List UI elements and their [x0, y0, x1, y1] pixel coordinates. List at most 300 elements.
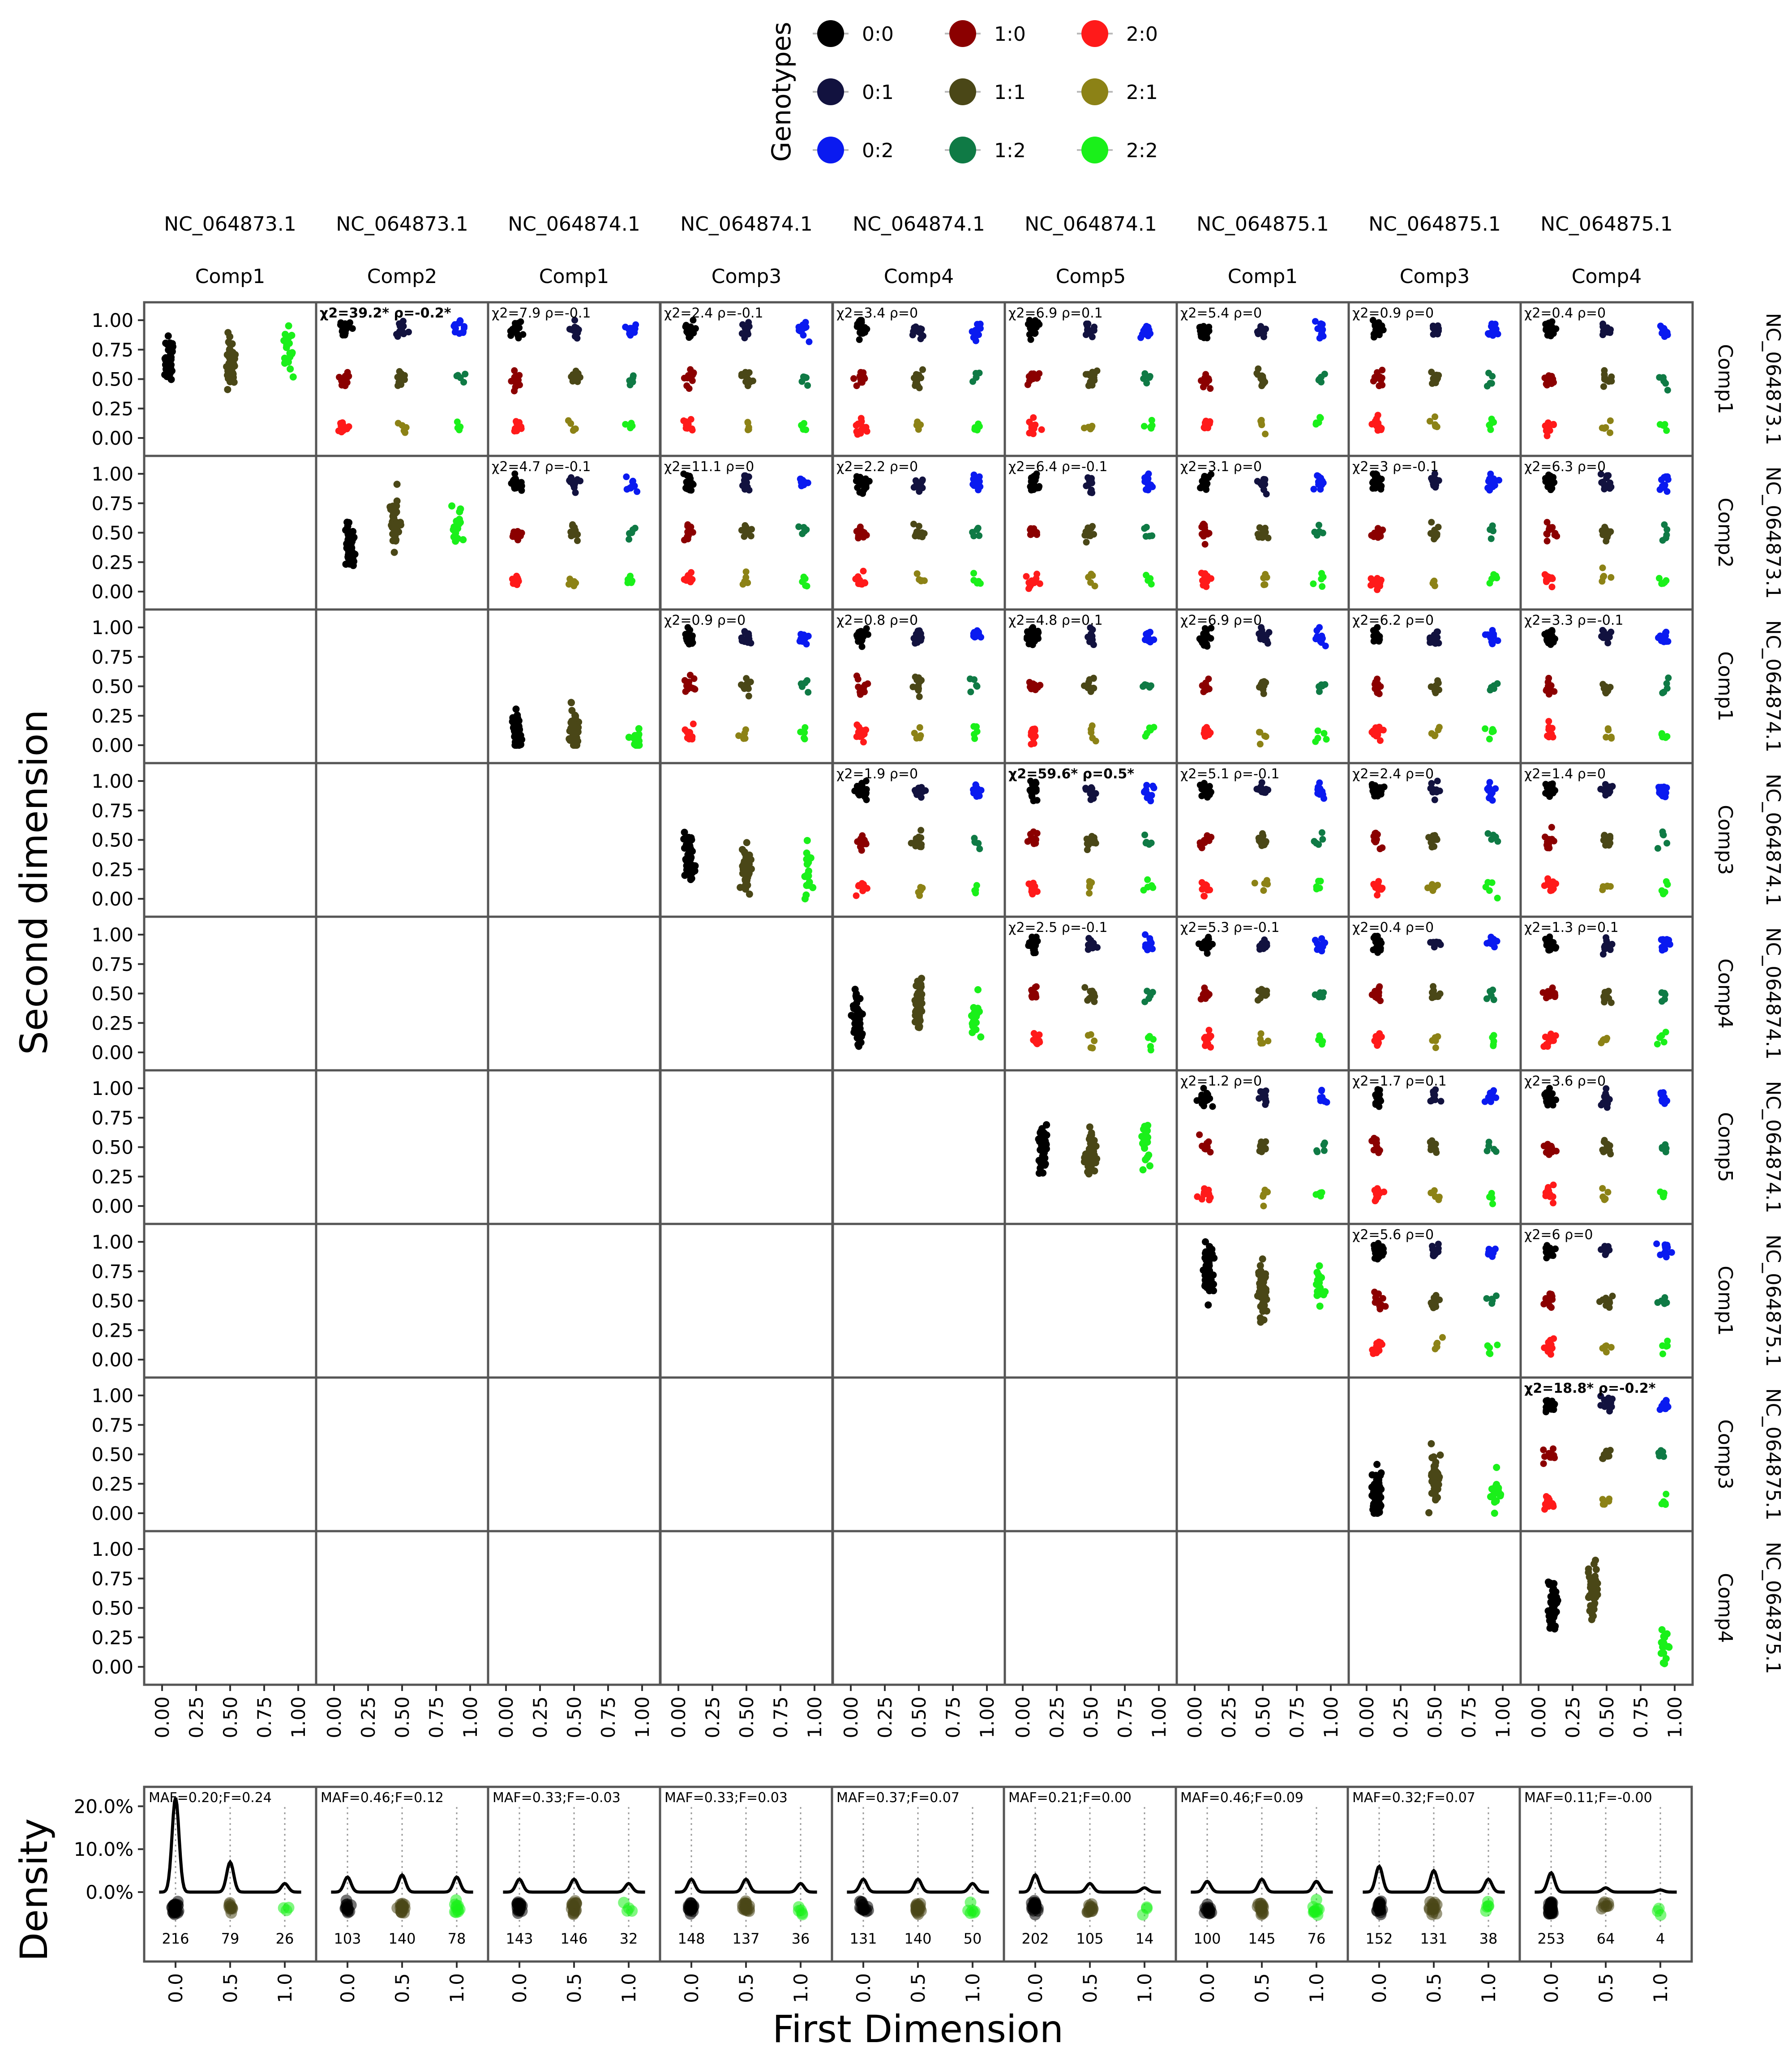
- scatter-point: [1664, 387, 1671, 394]
- scatter-point: [1257, 1142, 1264, 1148]
- scatter-point: [1083, 371, 1089, 378]
- legend-swatch-0-1: [817, 78, 844, 105]
- x-tick-label: 0.00: [668, 1696, 690, 1738]
- scatter-point: [567, 478, 574, 485]
- scatter-point: [1427, 1098, 1434, 1104]
- scatter-point: [1491, 1038, 1497, 1045]
- y-tick-label: 0.50: [91, 983, 133, 1005]
- scatter-point: [1258, 421, 1265, 428]
- scatter-point: [1435, 327, 1442, 334]
- scatter-point: [1201, 984, 1208, 991]
- stat-label: χ2=0.9 ρ=0: [664, 613, 746, 628]
- scatter-point: [1259, 372, 1265, 379]
- scatter-point: [1551, 1402, 1557, 1409]
- scatter-point: [1317, 944, 1324, 950]
- scatter-point: [1545, 675, 1552, 682]
- stat-label: χ2=3.1 ρ=0: [1180, 459, 1262, 475]
- scatter-point: [914, 1016, 922, 1023]
- column-chrom-label: NC_064874.1: [508, 213, 640, 236]
- scatter-point: [855, 882, 862, 889]
- scatter-point: [1437, 1098, 1444, 1105]
- scatter-point: [448, 502, 455, 510]
- scatter-point: [627, 332, 634, 339]
- legend-title: Genotypes: [766, 21, 797, 162]
- scatter-point: [863, 841, 870, 847]
- scatter-point: [387, 506, 394, 513]
- scatter-point: [1086, 882, 1093, 889]
- scatter-point: [1486, 794, 1492, 801]
- scatter-point: [1602, 1251, 1609, 1258]
- scatter-point: [856, 489, 863, 496]
- scatter-point: [1205, 1301, 1212, 1309]
- stat-label: χ2=1.4 ρ=0: [1524, 766, 1606, 782]
- scatter-point: [1486, 422, 1492, 429]
- scatter-point: [1488, 480, 1495, 486]
- scatter-point: [1261, 532, 1268, 539]
- scatter-point: [859, 832, 866, 839]
- scatter-point: [1432, 531, 1438, 538]
- y-tick-label: 1.00: [91, 1385, 133, 1407]
- scatter-point: [1084, 846, 1091, 853]
- scatter-point: [1321, 371, 1328, 378]
- scatter-point: [1606, 1397, 1612, 1404]
- scatter-point: [1200, 893, 1207, 899]
- panel-frame: [660, 1070, 832, 1224]
- stat-label: χ2=3.6 ρ=0: [1524, 1073, 1606, 1089]
- legend-label: 0:1: [862, 81, 894, 104]
- scatter-point: [623, 473, 630, 480]
- scatter-point: [1552, 1593, 1559, 1600]
- scatter-point: [1541, 1506, 1548, 1513]
- scatter-point: [860, 568, 866, 575]
- scatter-point: [1040, 1147, 1047, 1154]
- scatter-point: [1431, 788, 1437, 795]
- scatter-point: [802, 892, 810, 899]
- scatter-point: [1209, 1103, 1216, 1110]
- scatter-point: [1377, 997, 1384, 1004]
- scatter-point: [683, 423, 690, 429]
- panel-frame: [144, 1070, 316, 1224]
- scatter-point: [1374, 1095, 1380, 1102]
- scatter-point: [1316, 1287, 1324, 1294]
- scatter-point: [1148, 945, 1154, 952]
- legend-label: 2:2: [1126, 139, 1158, 162]
- legend-swatch-0-0: [817, 20, 844, 47]
- scatter-point: [1035, 629, 1042, 636]
- panel-frame: [144, 1531, 316, 1685]
- scatter-point: [973, 682, 980, 689]
- scatter-point: [1494, 895, 1501, 901]
- scatter-point: [1485, 1094, 1492, 1101]
- stat-label: χ2=6.9 ρ=0.1: [1008, 305, 1103, 321]
- scatter-point: [1146, 793, 1153, 799]
- scatter-point: [1430, 1468, 1437, 1475]
- panel-frame: [488, 1070, 660, 1224]
- scatter-point: [1260, 1193, 1266, 1200]
- scatter-point: [976, 324, 982, 331]
- scatter-point: [514, 380, 521, 387]
- scatter-point: [1432, 797, 1438, 803]
- stat-label: χ2=11.1 ρ=0: [664, 459, 755, 475]
- scatter-point: [1038, 426, 1045, 433]
- scatter-point: [1200, 1092, 1207, 1099]
- stat-label: χ2=4.8 ρ=0.1: [1008, 613, 1103, 628]
- scatter-point: [1370, 1350, 1376, 1357]
- scatter-point: [922, 787, 929, 794]
- scatter-point: [914, 570, 921, 577]
- scatter-point: [1319, 829, 1325, 836]
- scatter-point: [685, 679, 691, 686]
- scatter-point: [1084, 840, 1091, 847]
- scatter-point: [1599, 1185, 1606, 1192]
- scatter-point: [1377, 425, 1384, 431]
- row-chrom-label: NC_064874.1: [1762, 927, 1784, 1060]
- scatter-point: [1206, 1197, 1213, 1203]
- scatter-point: [1375, 1150, 1382, 1156]
- panel-frame: [316, 456, 488, 610]
- stat-label: χ2=5.3 ρ=-0.1: [1180, 920, 1280, 936]
- scatter-point: [1321, 1147, 1328, 1154]
- scatter-point: [975, 525, 982, 532]
- scatter-point: [972, 887, 979, 893]
- scatter-point: [1376, 1248, 1382, 1254]
- scatter-point: [1490, 528, 1496, 534]
- scatter-point: [1551, 1625, 1558, 1632]
- scatter-point: [1605, 841, 1612, 848]
- scatter-point: [390, 537, 397, 544]
- x-tick-label: 0.25: [702, 1696, 724, 1738]
- scatter-point: [1607, 883, 1614, 890]
- scatter-point: [1549, 481, 1556, 487]
- y-tick-label: 0.75: [91, 492, 133, 515]
- scatter-point: [1256, 729, 1263, 736]
- scatter-point: [1552, 1096, 1559, 1103]
- scatter-point: [745, 420, 751, 426]
- row-comp-label: Comp1: [1714, 344, 1736, 414]
- scatter-point: [1084, 997, 1091, 1004]
- scatter-point: [1661, 521, 1668, 528]
- column-comp-label: Comp3: [1399, 265, 1470, 288]
- scatter-point: [1549, 786, 1556, 793]
- column-comp-label: Comp1: [539, 265, 609, 288]
- scatter-point: [572, 713, 579, 720]
- scatter-point: [1196, 1131, 1203, 1138]
- scatter-point: [397, 374, 403, 381]
- scatter-point: [1486, 736, 1493, 743]
- scatter-point: [394, 333, 401, 340]
- scatter-point: [571, 742, 579, 749]
- row-chrom-label: NC_064873.1: [1762, 313, 1784, 446]
- scatter-point: [1140, 1142, 1148, 1149]
- scatter-point: [853, 422, 860, 429]
- y-tick-label: 1.00: [91, 617, 133, 639]
- scatter-point: [1664, 1343, 1671, 1349]
- scatter-point: [510, 579, 517, 585]
- scatter-point: [1661, 332, 1668, 339]
- scatter-point: [1430, 1250, 1437, 1257]
- scatter-point: [1091, 324, 1097, 331]
- scatter-point: [1424, 884, 1431, 891]
- scatter-point: [1663, 840, 1670, 846]
- scatter-point: [1491, 1146, 1497, 1153]
- scatter-point: [1318, 639, 1325, 646]
- scatter-point: [684, 729, 690, 735]
- scatter-point: [1139, 331, 1146, 338]
- scatter-point: [689, 378, 696, 384]
- scatter-point: [855, 1017, 862, 1024]
- scatter-point: [626, 530, 633, 537]
- scatter-point: [1549, 628, 1556, 635]
- scatter-point: [1428, 844, 1435, 850]
- scatter-point: [282, 331, 289, 338]
- scatter-point: [853, 1034, 861, 1042]
- scatter-point: [859, 379, 866, 386]
- scatter-point: [455, 320, 462, 326]
- scatter-point: [1602, 1090, 1609, 1097]
- y-tick-label: 0.75: [91, 1567, 133, 1590]
- column-chrom-label: NC_064875.1: [1540, 213, 1673, 236]
- scatter-point: [1601, 1403, 1608, 1410]
- scatter-point: [1545, 1343, 1552, 1350]
- scatter-point: [1030, 529, 1037, 536]
- scatter-point: [692, 325, 699, 332]
- scatter-point: [1260, 1203, 1267, 1210]
- scatter-point: [1659, 734, 1666, 740]
- scatter-point: [1663, 1397, 1670, 1404]
- scatter-point: [1089, 1152, 1096, 1159]
- scatter-point: [1592, 1557, 1599, 1564]
- scatter-point: [686, 528, 693, 534]
- scatter-point: [1375, 1194, 1381, 1201]
- scatter-point: [744, 329, 751, 335]
- scatter-point: [970, 723, 977, 730]
- scatter-point: [1318, 575, 1325, 582]
- scatter-point: [1034, 938, 1041, 944]
- row-chrom-label: NC_064874.1: [1762, 773, 1784, 906]
- scatter-point: [1436, 1193, 1443, 1200]
- scatter-point: [1028, 987, 1035, 993]
- scatter-point: [1435, 1240, 1442, 1247]
- y-tick-label: 0.00: [91, 888, 133, 910]
- scatter-point: [1605, 1498, 1612, 1505]
- scatter-point: [1141, 999, 1148, 1005]
- y-tick-label: 0.25: [91, 705, 133, 727]
- y-tick-label: 0.50: [91, 368, 133, 391]
- panel-frame: [144, 456, 316, 610]
- scatter-point: [746, 693, 752, 700]
- scatter-point: [1425, 834, 1432, 841]
- scatter-point: [974, 427, 981, 434]
- scatter-point: [1263, 838, 1269, 845]
- stat-label: χ2=6.2 ρ=0: [1352, 613, 1434, 628]
- scatter-point: [1318, 1087, 1325, 1094]
- row-chrom-label: NC_064875.1: [1762, 1541, 1784, 1674]
- scatter-point: [394, 481, 401, 488]
- scatter-point: [1661, 1039, 1668, 1045]
- scatter-point: [567, 420, 574, 427]
- scatter-point: [1488, 1300, 1495, 1307]
- scatter-point: [1600, 1099, 1607, 1106]
- scatter-point: [795, 524, 802, 530]
- scatter-point: [290, 373, 297, 381]
- y-tick-label: 0.25: [91, 551, 133, 574]
- x-tick-label: 0.50: [1080, 1696, 1102, 1738]
- scatter-point: [805, 689, 811, 695]
- scatter-point: [1434, 677, 1441, 684]
- scatter-point: [1197, 324, 1204, 331]
- scatter-point: [683, 862, 690, 869]
- scatter-point: [1655, 1299, 1661, 1306]
- y-tick-label: 1.00: [91, 463, 133, 485]
- scatter-point: [688, 487, 695, 494]
- scatter-point: [971, 676, 977, 683]
- scatter-point: [1206, 327, 1213, 334]
- scatter-point: [1093, 738, 1099, 744]
- scatter-point: [164, 364, 171, 371]
- scatter-point: [1377, 533, 1384, 540]
- scatter-point: [1032, 949, 1039, 956]
- scatter-point: [456, 508, 463, 515]
- column-chrom-label: NC_064874.1: [680, 213, 813, 236]
- scatter-point: [1205, 936, 1211, 942]
- scatter-point: [1430, 1088, 1436, 1095]
- scatter-point: [1378, 322, 1385, 329]
- scatter-point: [1601, 635, 1608, 641]
- scatter-point: [630, 478, 636, 485]
- scatter-point: [687, 579, 694, 585]
- scatter-point: [689, 867, 696, 875]
- scatter-point: [1260, 380, 1267, 387]
- scatter-point: [1030, 414, 1037, 421]
- scatter-point: [855, 580, 862, 587]
- row-chrom-label: NC_064875.1: [1762, 1388, 1784, 1521]
- scatter-point: [967, 689, 974, 695]
- scatter-point: [1659, 887, 1665, 894]
- scatter-point: [1654, 1041, 1661, 1047]
- x-tick-label: 0.75: [1286, 1696, 1308, 1738]
- scatter-point: [1201, 992, 1208, 998]
- stat-label: χ2=0.8 ρ=0: [836, 613, 918, 628]
- scatter-point: [1088, 631, 1094, 637]
- scatter-point: [1662, 1643, 1669, 1650]
- scatter-point: [1486, 1139, 1492, 1146]
- scatter-point: [1493, 1481, 1500, 1488]
- scatter-point: [622, 324, 629, 331]
- scatter-point: [1144, 682, 1150, 689]
- scatter-point: [972, 1026, 979, 1033]
- y-tick-label: 0.25: [91, 1473, 133, 1495]
- scatter-point: [1607, 429, 1613, 436]
- scatter-point: [1317, 1095, 1324, 1101]
- scatter-point: [683, 382, 690, 389]
- x-tick-label: 0.50: [391, 1696, 413, 1738]
- scatter-point: [1488, 638, 1495, 645]
- scatter-point: [1204, 1144, 1211, 1150]
- scatter-point: [1311, 529, 1318, 536]
- scatter-point: [1037, 580, 1043, 587]
- scatter-point: [1432, 413, 1438, 420]
- scatter-point: [797, 729, 804, 735]
- scatter-point: [397, 321, 404, 328]
- scatter-point: [1203, 584, 1209, 590]
- scatter-point: [1435, 993, 1441, 1000]
- scatter-point: [1377, 1485, 1384, 1492]
- scatter-point: [510, 528, 517, 535]
- column-comp-label: Comp4: [883, 265, 954, 288]
- y-tick-label: 0.50: [91, 1136, 133, 1159]
- stat-label: χ2=0.9 ρ=0: [1352, 305, 1434, 321]
- scatter-point: [741, 683, 747, 690]
- scatter-point: [1261, 1273, 1269, 1280]
- scatter-point: [1375, 689, 1381, 695]
- row-comp-label: Comp1: [1714, 1266, 1736, 1336]
- row-comp-label: Comp2: [1714, 498, 1736, 568]
- scatter-point: [1207, 730, 1213, 736]
- stat-label: χ2=2.4 ρ=-0.1: [664, 305, 763, 321]
- scatter-point: [1487, 687, 1494, 693]
- scatter-point: [513, 725, 520, 732]
- scatter-point: [1586, 1573, 1593, 1580]
- scatter-point: [1548, 824, 1555, 831]
- scatter-point: [1085, 1170, 1093, 1177]
- scatter-point: [1372, 1255, 1378, 1262]
- x-tick-label: 1.00: [1320, 1696, 1342, 1738]
- scatter-point: [1372, 1299, 1379, 1306]
- scatter-point: [1202, 1043, 1209, 1049]
- scatter-point: [1544, 1497, 1551, 1504]
- x-tick-label: 0.50: [219, 1696, 241, 1738]
- scatter-point: [1199, 640, 1206, 646]
- scatter-point: [1143, 524, 1150, 531]
- x-tick-label: 1.00: [631, 1696, 653, 1738]
- panel-frame: [1005, 1224, 1177, 1378]
- x-tick-label: 0.00: [1356, 1696, 1378, 1738]
- scatter-point: [1599, 1146, 1606, 1153]
- scatter-point: [1603, 734, 1609, 741]
- legend-swatch-2-0: [1081, 20, 1108, 47]
- scatter-point: [626, 734, 633, 741]
- scatter-point: [573, 368, 579, 374]
- x-tick-label: 0.25: [357, 1696, 379, 1738]
- scatter-point: [1548, 322, 1554, 328]
- panel-frame: [316, 917, 488, 1070]
- row-chrom-label: NC_064873.1: [1762, 466, 1784, 599]
- scatter-point: [1608, 999, 1615, 1006]
- scatter-point: [632, 525, 639, 532]
- panel-frame: [660, 1224, 832, 1378]
- legend-label: 2:1: [1126, 81, 1158, 104]
- scatter-point: [1371, 1481, 1378, 1488]
- scatter-point: [1148, 1047, 1154, 1053]
- scatter-point: [1204, 1279, 1211, 1286]
- y-tick-label: 0.75: [91, 799, 133, 822]
- scatter-point: [691, 686, 698, 693]
- scatter-point: [1260, 581, 1267, 588]
- scatter-point: [799, 530, 806, 537]
- column-headers: [164, 213, 1673, 288]
- scatter-point: [744, 861, 751, 868]
- scatter-point: [1203, 1257, 1210, 1264]
- scatter-point: [799, 324, 806, 331]
- x-tick-label: 0.25: [1218, 1696, 1240, 1738]
- panel-frame: [660, 1378, 832, 1531]
- scatter-point: [1545, 841, 1552, 847]
- scatter-point: [1487, 1350, 1493, 1357]
- scatter-point: [1262, 1096, 1269, 1103]
- scatter-point: [689, 734, 695, 740]
- panel-frame: [833, 1378, 1005, 1531]
- scatter-point: [1659, 690, 1666, 696]
